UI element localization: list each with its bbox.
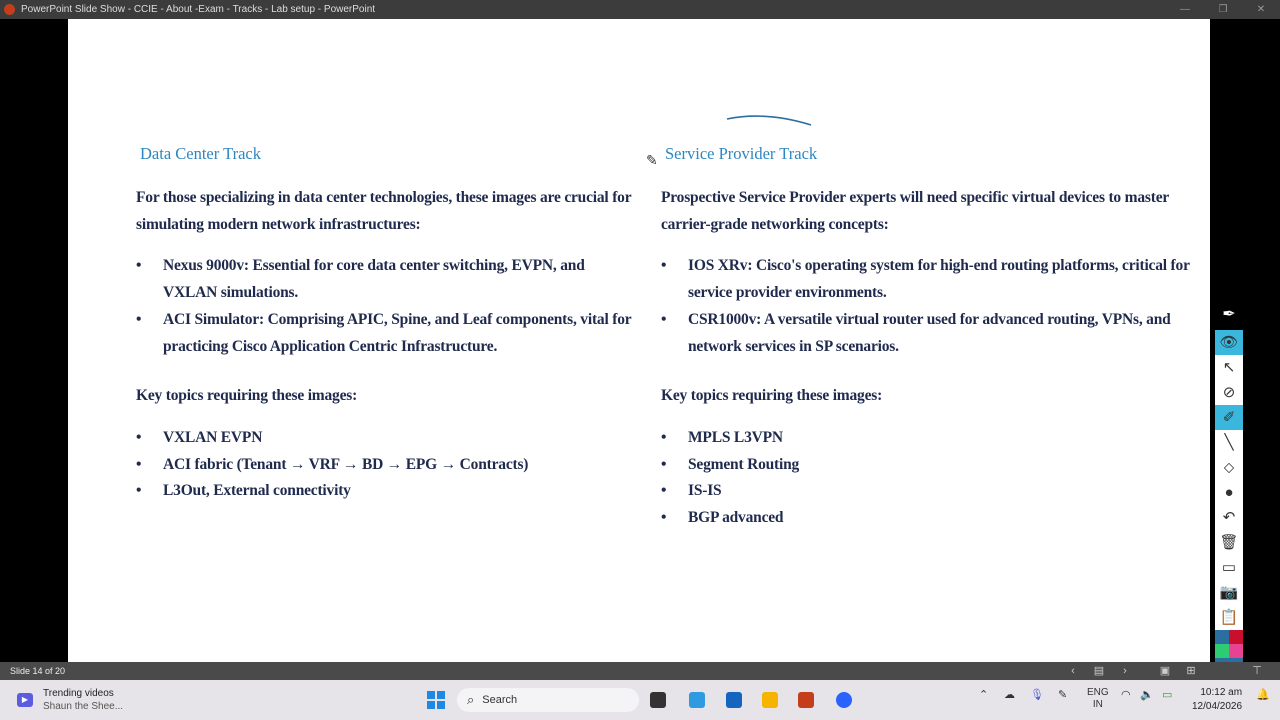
- clipboard-icon[interactable]: 📋: [1219, 609, 1239, 626]
- column-heading: Data Center Track: [140, 144, 261, 163]
- slide: [68, 19, 1210, 662]
- lang-code: ENG: [1087, 687, 1109, 698]
- projector-icon[interactable]: ⊤: [1252, 665, 1262, 677]
- slideshow-status-bar: [0, 662, 1280, 680]
- search-label: Search: [482, 694, 518, 706]
- title-bar: [0, 0, 1280, 19]
- pen-cursor-icon: ✎: [646, 152, 658, 168]
- trash-icon[interactable]: 🗑: [1219, 534, 1239, 551]
- wifi-icon[interactable]: ◠: [1121, 689, 1131, 701]
- minimize-button[interactable]: —: [1180, 4, 1190, 15]
- zoom-icon[interactable]: [836, 692, 852, 708]
- clock[interactable]: [1192, 686, 1242, 714]
- play-video-icon[interactable]: ▶: [17, 693, 33, 707]
- lang-region: IN: [1092, 699, 1103, 710]
- time: 10:12 am: [1200, 687, 1243, 698]
- list-item: • ACI fabric (Tenant → VRF → BD → EPG → Contracts): [136, 452, 641, 479]
- widget-trending[interactable]: [43, 687, 123, 713]
- volume-icon[interactable]: 🔈: [1140, 689, 1154, 701]
- line-icon[interactable]: ╲: [1224, 434, 1234, 451]
- next-slide-button[interactable]: ›: [1123, 665, 1127, 677]
- file-explorer-icon[interactable]: [762, 692, 778, 708]
- arrow-pointer-icon[interactable]: ↖: [1222, 359, 1236, 376]
- eraser-icon[interactable]: ⬦: [1223, 459, 1235, 476]
- powerpoint-logo-icon: [4, 4, 15, 15]
- column-heading: Service Provider Track: [665, 144, 818, 163]
- presenter-view-icon[interactable]: ▣: [1159, 665, 1171, 677]
- intro-text: For those specializing in data center technologies, these images are crucial for simulating modern network infrastructures:: [136, 189, 632, 233]
- date: 12/04/2026: [1192, 701, 1243, 712]
- key-topics-label: Key topics requiring these images:: [661, 387, 883, 405]
- language-indicator[interactable]: [1087, 687, 1109, 711]
- powerpoint-icon[interactable]: [798, 692, 814, 708]
- list-item: • IS-IS: [661, 478, 1196, 505]
- undo-icon[interactable]: ↶: [1222, 509, 1236, 526]
- previous-slide-button[interactable]: ‹: [1071, 665, 1075, 677]
- onedrive-icon[interactable]: ☁: [1004, 689, 1015, 701]
- eye-icon[interactable]: 👁: [1215, 330, 1243, 355]
- restore-button[interactable]: ❐: [1218, 4, 1228, 15]
- pen-size-dot-icon[interactable]: ●: [1224, 484, 1234, 501]
- intro-text: Prospective Service Provider experts will need specific virtual devices to master carrier-grade networking concepts:: [661, 189, 1169, 233]
- slide-notes-icon[interactable]: ▤: [1093, 665, 1105, 677]
- highlighter-icon[interactable]: ✐: [1215, 405, 1243, 430]
- whiteboard-icon[interactable]: ▭: [1221, 559, 1237, 576]
- list-item: • VXLAN EVPN: [136, 425, 641, 452]
- laser-off-icon[interactable]: ⊘: [1222, 384, 1236, 401]
- outlook-icon[interactable]: [726, 692, 742, 708]
- pen-menu-icon[interactable]: ✎: [1058, 689, 1068, 701]
- data-center-column: [136, 19, 641, 505]
- ink-toolbar: [1215, 300, 1243, 683]
- list-item: • CSR1000v: A versatile virtual router used for advanced routing, VPNs, and network services in SP scenarios.: [661, 307, 1196, 360]
- color-palette[interactable]: [1215, 630, 1243, 658]
- notifications-icon[interactable]: 🔔: [1256, 689, 1270, 701]
- list-item: • IOS XRv: Cisco's operating system for high-end routing platforms, critical for service provider environments.: [661, 253, 1196, 306]
- slide-counter: Slide 14 of 20: [10, 666, 66, 676]
- widget-title: Trending videos: [43, 688, 114, 699]
- service-provider-column: [661, 19, 1196, 532]
- list-item: • Segment Routing: [661, 452, 1196, 479]
- widget-subtitle: Shaun the Shee...: [43, 701, 124, 712]
- list-item: • L3Out, External connectivity: [136, 478, 641, 505]
- task-view-icon[interactable]: [650, 692, 666, 708]
- search-icon: ⌕: [467, 692, 475, 707]
- window-title: PowerPoint Slide Show - CCIE - About -Exam - Tracks - Lab setup - PowerPoint: [21, 4, 376, 15]
- notepad-icon[interactable]: [689, 692, 705, 708]
- list-item: • MPLS L3VPN: [661, 425, 1196, 452]
- key-topics-label: Key topics requiring these images:: [136, 387, 358, 405]
- close-button[interactable]: ✕: [1256, 4, 1266, 15]
- windows-start-icon[interactable]: [427, 691, 445, 709]
- camera-icon[interactable]: 📷: [1219, 584, 1239, 601]
- grid-view-icon[interactable]: ⊞: [1186, 665, 1196, 677]
- pen-nib-icon[interactable]: ✒: [1222, 306, 1236, 323]
- show-hidden-icons-icon[interactable]: ⌃: [979, 689, 989, 701]
- list-item: • BGP advanced: [661, 505, 1196, 532]
- microphone-icon[interactable]: 🎙: [1030, 689, 1044, 701]
- battery-icon[interactable]: ▭: [1162, 689, 1173, 701]
- taskbar-search[interactable]: [457, 688, 639, 712]
- list-item: • ACI Simulator: Comprising APIC, Spine, and Leaf components, vital for practicing Cisco Application Centric Infrastructure.: [136, 307, 641, 360]
- list-item: • Nexus 9000v: Essential for core data center switching, EVPN, and VXLAN simulations.: [136, 253, 641, 306]
